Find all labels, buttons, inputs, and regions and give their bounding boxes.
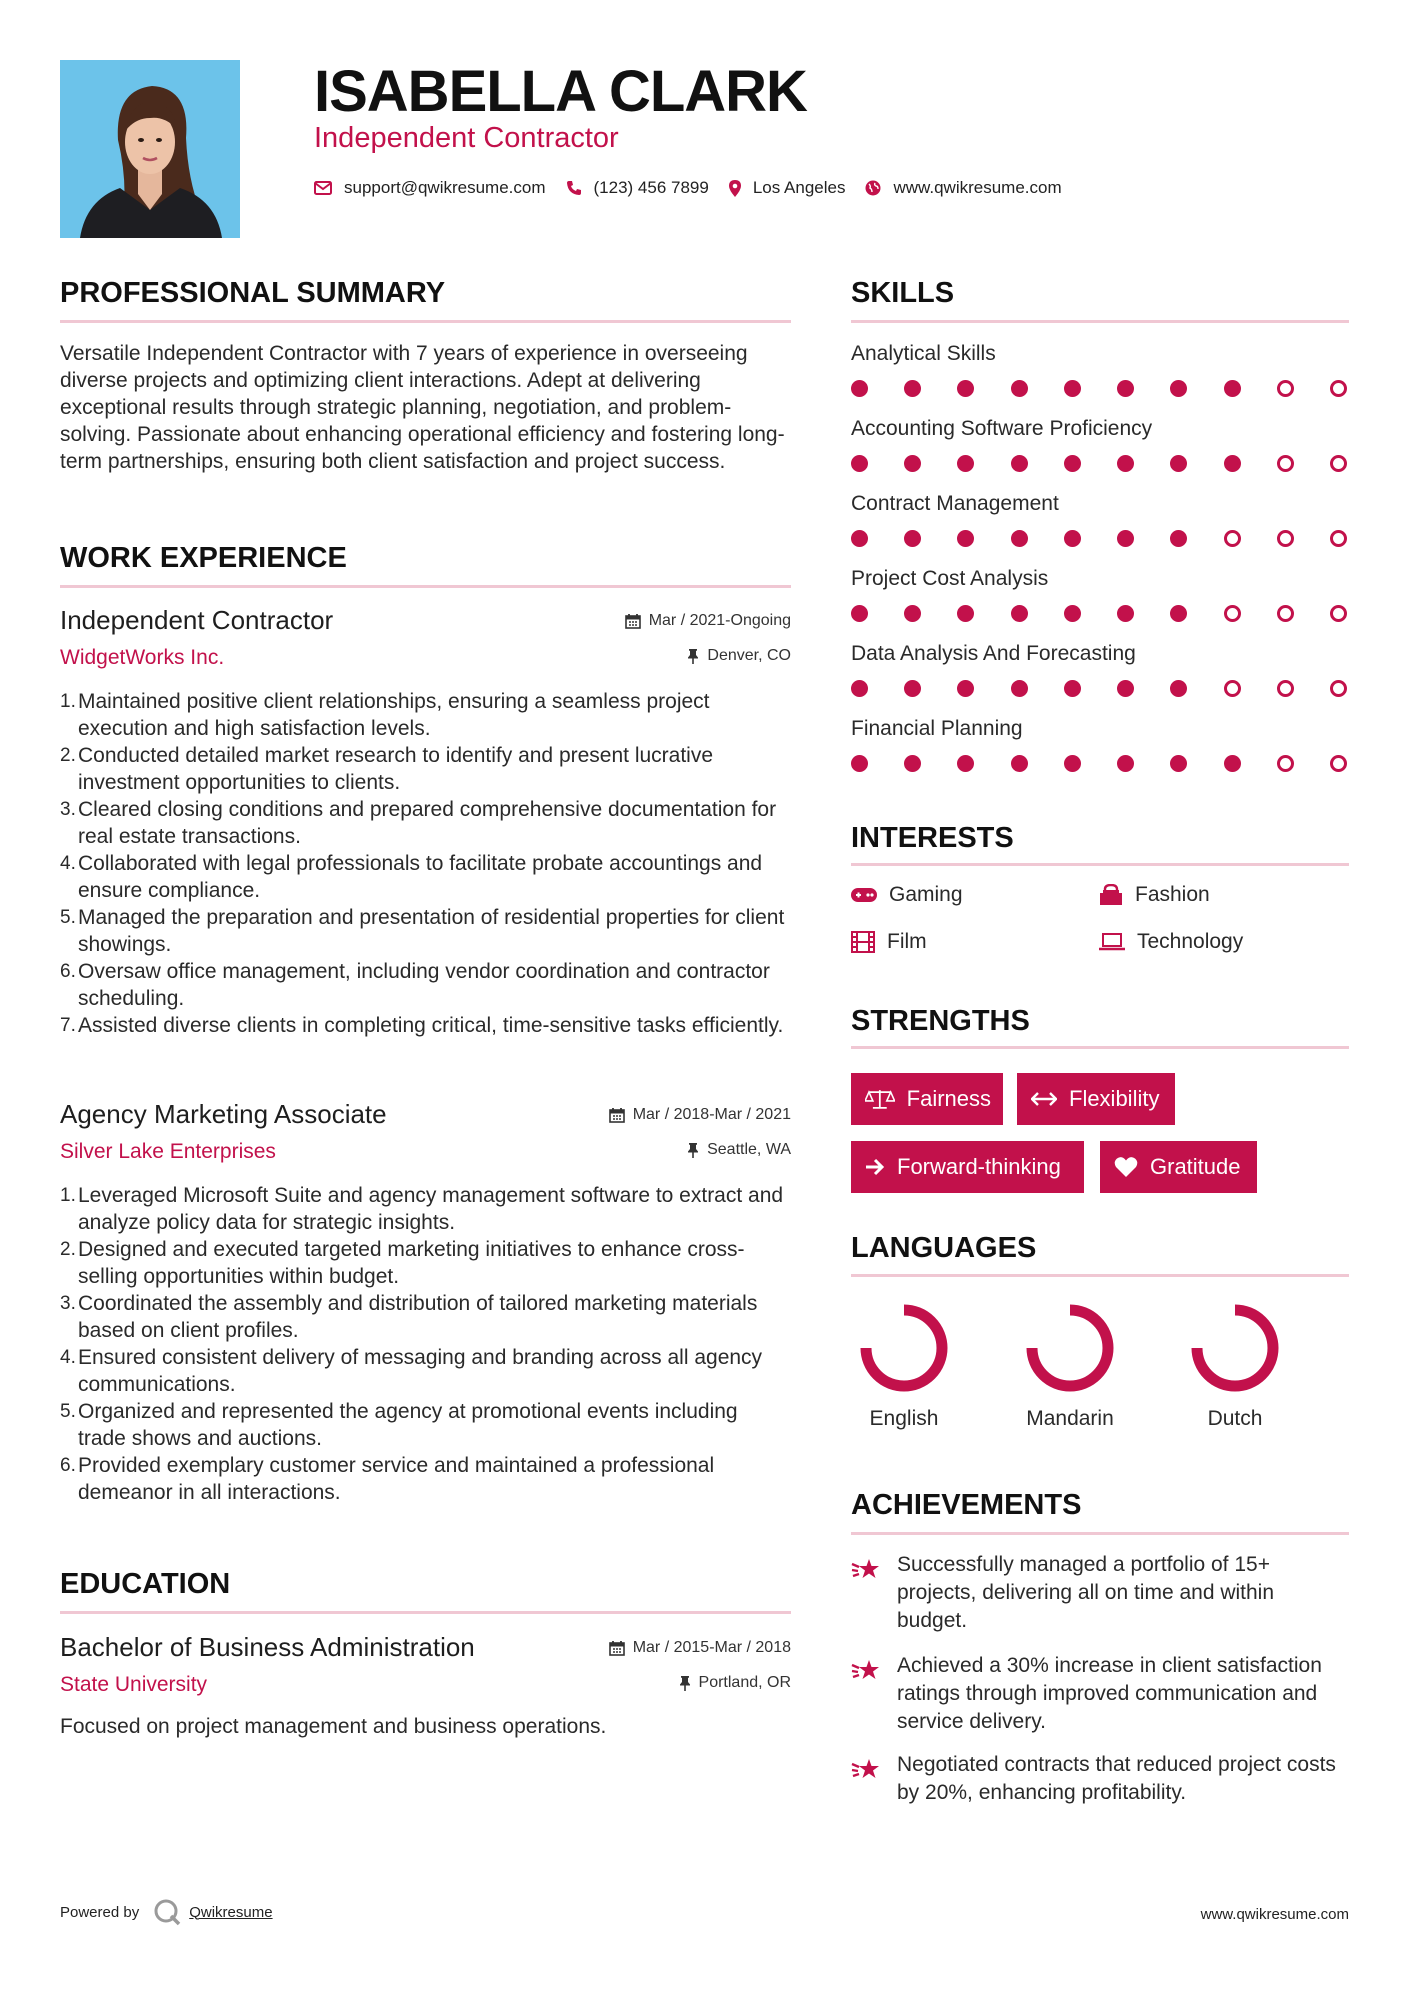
location-text: Los Angeles xyxy=(752,178,846,197)
strength-label: Fairness xyxy=(906,1086,991,1111)
summary-heading: PROFESSIONAL SUMMARY xyxy=(60,277,446,309)
skill-dot-filled xyxy=(1011,755,1028,772)
skill-dot-filled xyxy=(1170,605,1187,622)
globe-icon xyxy=(865,180,881,196)
achievement-text: Achieved a 30% increase in client satisfaction ratings through improved communication and service delivery. xyxy=(897,1654,1322,1733)
skill-dot-empty xyxy=(1277,605,1294,622)
heart-icon xyxy=(1114,1156,1138,1178)
job-bullet: 3. Cleared closing conditions and prepared comprehensive documentation for real estate transactions. xyxy=(60,798,777,848)
job-bullet: 7. Assisted diverse clients in completing critical, time-sensitive tasks efficiently. xyxy=(60,1014,784,1037)
shooting-star-icon xyxy=(851,1555,883,1583)
shooting-star-icon xyxy=(851,1656,883,1684)
qwikresume-link[interactable]: Qwikresume xyxy=(189,1903,273,1921)
job-bullet: 4. Collaborated with legal professionals to facilitate probate accountings and ensure compliance. xyxy=(60,852,763,902)
strength-tag xyxy=(1100,1141,1257,1193)
skill-dot-empty xyxy=(1224,530,1241,547)
job-bullet: 5. Organized and represented the agency at promotional events including trade shows and auctions. xyxy=(60,1400,738,1450)
strength-tag xyxy=(851,1141,1084,1193)
skill-dot-filled xyxy=(1011,605,1028,622)
strengths-divider xyxy=(851,1046,1349,1049)
language-proficiency-arc xyxy=(1197,1310,1273,1386)
skill-dot-filled xyxy=(1170,455,1187,472)
job-location-text: Seattle, WA xyxy=(707,1141,791,1158)
skill-rating xyxy=(851,605,1349,622)
pushpin-icon xyxy=(679,1675,691,1691)
skill-dot-filled xyxy=(1011,455,1028,472)
skill-dot-filled xyxy=(904,455,921,472)
skill-name: Accounting Software Proficiency xyxy=(851,417,1153,440)
skill-dot-filled xyxy=(904,380,921,397)
job-bullet: 2. Conducted detailed market research to identify and present lucrative investment opportunities to clients. xyxy=(60,744,714,794)
languages-heading: LANGUAGES xyxy=(851,1232,1037,1264)
skill-dot-filled xyxy=(851,605,868,622)
interest-label: Gaming xyxy=(889,883,963,906)
strength-label: Flexibility xyxy=(1069,1086,1160,1111)
skill-name: Analytical Skills xyxy=(851,342,996,365)
pushpin-icon xyxy=(687,1142,699,1158)
achievement-item xyxy=(851,1551,1349,1635)
skill-item xyxy=(851,417,1349,472)
job-role: Agency Marketing Associate xyxy=(60,1099,387,1129)
contact-email[interactable] xyxy=(314,178,546,198)
person-portrait-image xyxy=(60,60,240,238)
skill-dot-filled xyxy=(1170,530,1187,547)
skill-dot-filled xyxy=(1011,380,1028,397)
skill-name: Contract Management xyxy=(851,492,1059,515)
contact-website[interactable] xyxy=(865,178,1061,198)
skill-item xyxy=(851,642,1349,697)
strength-tag xyxy=(851,1073,1003,1125)
skill-dot-filled xyxy=(1117,680,1134,697)
job-bullet: 1. Maintained positive client relationships, ensuring a seamless project execution and high satisfaction levels. xyxy=(60,690,710,740)
job-entry xyxy=(60,1099,791,1506)
job-bullet: 1. Leveraged Microsoft Suite and agency management software to extract and analyze policy data for strategic insights. xyxy=(60,1184,784,1234)
job-date-text: Mar / 2018-Mar / 2021 xyxy=(632,1106,791,1123)
skill-dot-filled xyxy=(957,755,974,772)
education-heading: EDUCATION xyxy=(60,1568,231,1600)
skill-name: Project Cost Analysis xyxy=(851,567,1049,590)
achievement-item xyxy=(851,1652,1349,1736)
skill-dot-empty xyxy=(1330,605,1347,622)
job-company: Silver Lake Enterprises xyxy=(60,1140,276,1163)
skill-dot-filled xyxy=(1064,455,1081,472)
skill-dot-filled xyxy=(904,755,921,772)
skill-item xyxy=(851,717,1349,772)
calendar-icon xyxy=(625,613,641,629)
achievements-heading: ACHIEVEMENTS xyxy=(851,1489,1082,1521)
skill-dot-filled xyxy=(1117,455,1134,472)
film-icon xyxy=(851,931,875,953)
skill-dot-filled xyxy=(1117,605,1134,622)
job-location xyxy=(687,1141,791,1159)
skill-dot-empty xyxy=(1330,380,1347,397)
skill-dot-filled xyxy=(1064,380,1081,397)
job-bullet: 4. Ensured consistent delivery of messaging and branding across all agency communications. xyxy=(60,1346,763,1396)
education-description: Focused on project management and business operations. xyxy=(60,1715,607,1738)
school-name: State University xyxy=(60,1673,208,1696)
school-location-text: Portland, OR xyxy=(698,1674,791,1691)
skill-dot-filled xyxy=(851,680,868,697)
skill-dot-filled xyxy=(904,680,921,697)
skill-dot-filled xyxy=(851,755,868,772)
footer-url[interactable]: www.qwikresume.com xyxy=(1200,1906,1349,1923)
contact-location xyxy=(729,178,846,198)
job-date-text: Mar / 2021-Ongoing xyxy=(648,612,791,629)
skill-item xyxy=(851,567,1349,622)
skill-name: Data Analysis And Forecasting xyxy=(851,642,1136,665)
strengths-heading: STRENGTHS xyxy=(851,1005,1030,1037)
laptop-icon xyxy=(1099,933,1125,951)
skill-dot-filled xyxy=(1011,530,1028,547)
map-pin-icon xyxy=(729,180,741,197)
skill-dot-filled xyxy=(1117,755,1134,772)
skill-dot-filled xyxy=(1224,380,1241,397)
arrows-horizontal-icon xyxy=(1031,1092,1057,1106)
language-item xyxy=(1160,1303,1310,1431)
qwikresume-logo-icon xyxy=(153,1898,181,1926)
skill-dot-filled xyxy=(1170,680,1187,697)
calendar-icon xyxy=(609,1107,625,1123)
skill-dot-filled xyxy=(1224,455,1241,472)
job-location-text: Denver, CO xyxy=(707,647,791,664)
job-bullet: 6. Oversaw office management, including vendor coordination and contractor scheduling. xyxy=(60,960,770,1010)
language-proficiency-ring xyxy=(1025,1303,1115,1393)
achievement-item xyxy=(851,1751,1349,1807)
interests-heading: INTERESTS xyxy=(851,822,1014,854)
skill-dot-filled xyxy=(1064,755,1081,772)
education-date xyxy=(609,1639,791,1657)
contact-phone[interactable] xyxy=(566,178,709,198)
experience-heading: WORK EXPERIENCE xyxy=(60,542,347,574)
email-text: support@qwikresume.com xyxy=(344,178,546,197)
language-proficiency-arc xyxy=(866,1310,942,1386)
strength-label: Gratitude xyxy=(1150,1154,1241,1179)
skill-dot-filled xyxy=(957,605,974,622)
language-name: Dutch xyxy=(1207,1407,1263,1430)
skill-dot-filled xyxy=(1064,605,1081,622)
interest-label: Fashion xyxy=(1135,883,1210,906)
skill-dot-empty xyxy=(1330,530,1347,547)
profile-photo xyxy=(60,60,240,238)
summary-text: Versatile Independent Contractor with 7 years of experience in overseeing diverse projects and optimizing client interactions. Adept at delivering exceptional results through strategic planning, negotiation, and problem-solving. Passionate about enhancing operational efficiency and fostering long-term partnerships, ensuring both client satisfaction and project success. xyxy=(60,342,785,473)
arrow-right-icon xyxy=(865,1158,885,1176)
job-company: WidgetWorks Inc. xyxy=(60,646,225,669)
phone-text: (123) 456 7899 xyxy=(593,178,709,197)
skill-dot-filled xyxy=(1170,755,1187,772)
language-name: English xyxy=(869,1407,939,1430)
interest-item xyxy=(1099,883,1210,907)
skill-dot-empty xyxy=(1277,530,1294,547)
skill-rating xyxy=(851,755,1349,772)
job-bullet: 6. Provided exemplary customer service and maintained a professional demeanor in all interactions. xyxy=(60,1454,715,1504)
education-entry xyxy=(60,1632,791,1739)
school-location xyxy=(679,1674,791,1692)
skill-dot-filled xyxy=(851,380,868,397)
skill-dot-filled xyxy=(1064,530,1081,547)
skill-dot-empty xyxy=(1224,605,1241,622)
skill-item xyxy=(851,342,1349,397)
job-location xyxy=(687,647,791,665)
skill-rating xyxy=(851,455,1349,472)
skills-heading: SKILLS xyxy=(851,277,955,309)
achievements-divider xyxy=(851,1532,1349,1535)
strength-tag xyxy=(1017,1073,1175,1125)
skill-dot-empty xyxy=(1277,755,1294,772)
powered-by xyxy=(60,1898,273,1926)
skill-dot-filled xyxy=(904,530,921,547)
job-bullet: 5. Managed the preparation and presentation of residential properties for client showings. xyxy=(60,906,785,956)
interest-item xyxy=(851,883,963,907)
shooting-star-icon xyxy=(851,1755,883,1783)
skill-dot-empty xyxy=(1277,380,1294,397)
skill-rating xyxy=(851,530,1349,547)
skill-dot-empty xyxy=(1330,455,1347,472)
skill-dot-filled xyxy=(904,605,921,622)
job-entry xyxy=(60,605,791,1039)
skill-dot-empty xyxy=(1224,680,1241,697)
skill-dot-filled xyxy=(1224,755,1241,772)
skill-item xyxy=(851,492,1349,547)
skill-dot-filled xyxy=(1064,680,1081,697)
language-item xyxy=(995,1303,1145,1431)
skill-dot-filled xyxy=(957,530,974,547)
achievement-text: Negotiated contracts that reduced project costs by 20%, enhancing profitability. xyxy=(897,1753,1336,1804)
language-proficiency-arc xyxy=(1032,1310,1108,1386)
gamepad-icon xyxy=(851,887,877,903)
degree-name: Bachelor of Business Administration xyxy=(60,1632,475,1662)
skill-dot-filled xyxy=(957,680,974,697)
skill-dot-filled xyxy=(851,455,868,472)
shopping-bag-icon xyxy=(1099,884,1123,906)
skill-dot-filled xyxy=(1117,530,1134,547)
interest-item xyxy=(851,930,927,954)
education-divider xyxy=(60,1611,791,1614)
skill-name: Financial Planning xyxy=(851,717,1023,740)
envelope-icon xyxy=(314,181,332,195)
skill-dot-filled xyxy=(1170,380,1187,397)
job-date xyxy=(609,1106,791,1124)
interests-divider xyxy=(851,863,1349,866)
calendar-icon xyxy=(609,1640,625,1656)
skill-dot-filled xyxy=(851,530,868,547)
candidate-name: ISABELLA CLARK xyxy=(314,59,807,124)
summary-divider xyxy=(60,320,791,323)
skill-dot-filled xyxy=(1117,380,1134,397)
strength-label: Forward-thinking xyxy=(897,1154,1061,1179)
skill-rating xyxy=(851,380,1349,397)
education-date-text: Mar / 2015-Mar / 2018 xyxy=(632,1639,791,1656)
balance-scale-icon xyxy=(865,1088,895,1110)
achievement-text: Successfully managed a portfolio of 15+ projects, delivering all on time and within budget. xyxy=(897,1553,1275,1632)
language-name: Mandarin xyxy=(1026,1407,1114,1430)
skill-dot-filled xyxy=(957,380,974,397)
job-bullet: 2. Designed and executed targeted marketing initiatives to enhance cross-selling opportunities within budget. xyxy=(60,1238,745,1288)
skill-dot-empty xyxy=(1277,680,1294,697)
skill-dot-filled xyxy=(957,455,974,472)
skill-rating xyxy=(851,680,1349,697)
interest-item xyxy=(1099,930,1243,954)
skill-dot-empty xyxy=(1330,680,1347,697)
website-text: www.qwikresume.com xyxy=(893,178,1062,197)
pushpin-icon xyxy=(687,648,699,664)
language-proficiency-ring xyxy=(859,1303,949,1393)
skills-divider xyxy=(851,320,1349,323)
interest-label: Film xyxy=(887,930,927,953)
skill-dot-filled xyxy=(1011,680,1028,697)
language-proficiency-ring xyxy=(1190,1303,1280,1393)
job-date xyxy=(625,612,791,630)
languages-divider xyxy=(851,1274,1349,1277)
interest-label: Technology xyxy=(1137,930,1244,953)
candidate-title: Independent Contractor xyxy=(314,122,619,154)
experience-divider xyxy=(60,585,791,588)
language-item xyxy=(829,1303,979,1431)
skill-dot-empty xyxy=(1330,755,1347,772)
job-bullet: 3. Coordinated the assembly and distribution of tailored marketing materials based on client profiles. xyxy=(60,1292,758,1342)
phone-icon xyxy=(566,180,582,196)
skill-dot-empty xyxy=(1277,455,1294,472)
powered-by-label: Powered by xyxy=(60,1903,140,1921)
job-role: Independent Contractor xyxy=(60,605,334,635)
contact-row xyxy=(314,178,1082,198)
